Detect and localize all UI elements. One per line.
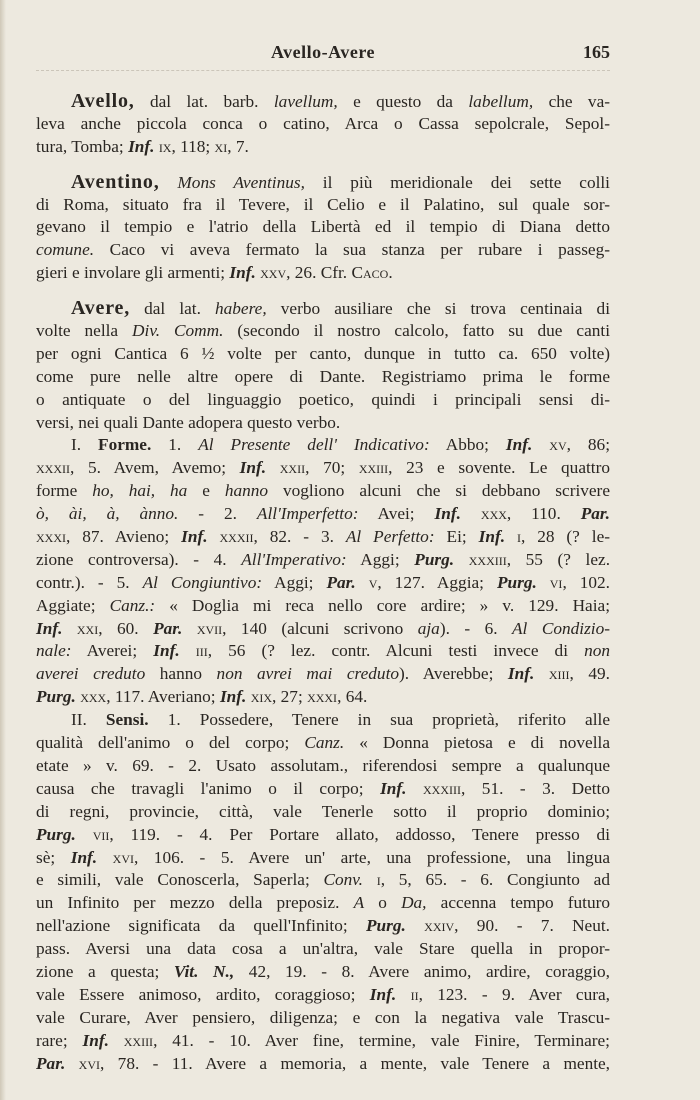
canto-numeral: xvi <box>78 1053 100 1073</box>
text-run <box>454 550 469 569</box>
text-run <box>505 527 517 546</box>
text-run: zione a questa; <box>36 961 174 981</box>
canto-numeral: xi <box>214 136 228 156</box>
text-run <box>97 848 113 867</box>
text-run: leva anche piccola conca o catino, Arca o Cassa sepolcrale, Sepol- <box>36 113 610 133</box>
italic-text: Canz.: <box>109 595 156 615</box>
text-line <box>36 572 610 595</box>
work-abbreviation: Inf. <box>507 664 535 684</box>
entry-gap <box>36 159 610 171</box>
text-run: , 119. - 4. Per Portare allato, addosso, Tenere presso di <box>109 824 611 844</box>
text-run: hanno <box>145 664 217 684</box>
text-line <box>36 320 610 343</box>
text-run <box>76 825 93 844</box>
italic-text: All'Imperativo: <box>241 549 347 569</box>
text-run: gieri e involare gli armenti; <box>36 263 230 283</box>
italic-text: Canz. <box>304 733 345 753</box>
page-number: 165 <box>583 42 610 62</box>
text-run: - 2. <box>178 504 257 524</box>
text-run: « Donna pietosa e di novella <box>344 733 611 753</box>
text-run <box>65 1054 78 1073</box>
italic-text: Al Presente dell' Indicativo: <box>198 435 430 455</box>
text-run: ). - 6. <box>439 618 512 638</box>
italic-text: Da, <box>401 893 427 913</box>
text-line <box>36 686 610 709</box>
page-binding-shadow <box>0 0 6 1100</box>
canto-numeral: xxxi <box>36 527 66 547</box>
headword: Aventino, <box>71 170 160 193</box>
work-abbreviation: Inf. <box>82 1030 109 1050</box>
text-run: , 106. - 5. Avere un' arte, una professione, una lingua <box>133 847 611 867</box>
text-run: , 90. - 7. Neut. <box>454 916 610 936</box>
canto-numeral: v <box>368 572 378 592</box>
running-head <box>36 42 610 66</box>
text-run: , 5. Avem, Avemo; <box>70 458 240 478</box>
text-run: contr.). - 5. <box>36 572 143 592</box>
text-run <box>160 173 178 192</box>
work-abbreviation: Purg. <box>365 916 406 936</box>
text-run: , 102. <box>562 572 610 592</box>
running-head-title: Avello-Avere <box>271 42 375 62</box>
italic-text: nale: <box>36 641 72 661</box>
text-run: , 82. - 3. <box>253 527 346 547</box>
text-line <box>36 1030 610 1053</box>
text-line <box>36 984 610 1007</box>
text-run: , 23 e sovente. Le quattro <box>388 458 610 478</box>
text-line <box>36 113 610 136</box>
text-run: verbo ausiliare che si trova centinaia di <box>266 299 610 319</box>
text-line <box>36 824 610 847</box>
canto-numeral: xxi <box>76 618 99 638</box>
text-line <box>36 663 610 686</box>
text-line <box>36 216 610 239</box>
text-run: 1. Possedere, Tenere in sua proprietà, riferito alle <box>148 710 610 730</box>
italic-text: Al Congiuntivo: <box>142 572 263 592</box>
work-abbreviation: Inf. <box>153 641 180 661</box>
text-run: , 87. Avieno; <box>66 527 182 547</box>
text-run: (secondo il nostro calcolo, fatto su due canti <box>223 321 610 341</box>
italic-text: ò, ài, à, ànno. <box>36 504 179 524</box>
text-line <box>36 801 610 824</box>
text-run: e questo da <box>337 92 469 111</box>
headword: Avello, <box>71 90 135 112</box>
text-line <box>36 709 610 732</box>
italic-text: comune. <box>36 240 95 260</box>
italic-text: All'Imperfetto: <box>256 504 359 524</box>
text-run <box>532 435 549 454</box>
text-run: , 117. Averiano; <box>106 687 220 707</box>
work-abbreviation: Inf. <box>219 687 247 707</box>
text-run: Caco vi aveva fermato la sua stanza per rubare i passeg- <box>94 240 610 260</box>
text-run: Aggiate; <box>36 595 110 615</box>
canto-numeral: xv <box>549 435 567 455</box>
dictionary-text <box>36 90 610 1075</box>
work-abbreviation: Inf. <box>229 263 256 283</box>
text-run <box>537 573 550 592</box>
text-run: etate » v. 69. - 2. Usato assolutam., riferendosi sempre a qualunque <box>36 755 610 775</box>
text-run: Aggi; <box>346 549 415 569</box>
text-run: di Roma, situato fra il Tevere, il Celio e il Palatino, sul quale sor- <box>36 194 610 214</box>
text-run: Abbo; <box>429 435 506 455</box>
text-run: tura, Tomba; <box>36 136 129 156</box>
work-abbreviation: Inf. <box>70 847 98 867</box>
italic-text: Conv. <box>323 870 363 890</box>
text-run: zione controversa). - 4. <box>36 549 242 569</box>
text-line <box>36 595 610 618</box>
canto-numeral: xxv <box>260 263 287 283</box>
text-run <box>180 641 196 660</box>
work-abbreviation: Purg. <box>496 572 537 592</box>
text-line <box>36 755 610 778</box>
text-line <box>36 961 610 984</box>
entry-avello <box>36 90 610 159</box>
headword: Avere, <box>71 297 131 320</box>
text-line <box>36 343 610 366</box>
text-line <box>36 239 610 262</box>
canto-numeral: iii <box>195 641 208 661</box>
text-run: , 26. Cfr. <box>286 263 352 283</box>
canto-numeral: i <box>516 527 521 547</box>
work-abbreviation: Inf. <box>181 527 208 547</box>
text-run: vale Essere animoso, ardito, coraggioso; <box>36 984 370 1004</box>
italic-text: Div. Comm. <box>132 321 224 341</box>
text-run: , 60. <box>98 618 154 638</box>
italic-text: non avrei mai creduto <box>216 664 400 684</box>
italic-text: Al Condizio- <box>512 618 610 638</box>
italic-text: averei creduto <box>36 664 146 684</box>
work-abbreviation: Purg. <box>36 824 76 844</box>
text-line <box>36 938 610 961</box>
canto-numeral: xxxii <box>219 527 254 547</box>
canto-numeral: xxxiii <box>468 549 507 569</box>
text-line <box>36 847 610 870</box>
text-line <box>36 412 610 435</box>
text-run: sè; <box>36 847 71 867</box>
italic-text: Mons Aventinus, <box>177 172 305 192</box>
work-abbreviation: Inf. <box>434 504 461 524</box>
canto-numeral: xxxi <box>307 687 338 707</box>
italic-text: A <box>353 893 365 913</box>
text-run: Aggi; <box>262 572 327 592</box>
work-abbreviation: Inf. <box>380 778 407 798</box>
text-run: , 56 (? lez. contr. Alcuni testi invece di <box>207 641 585 661</box>
text-run: vogliono alcuni che si debbano scrivere <box>268 481 610 501</box>
work-abbreviation: Inf. <box>239 458 267 478</box>
text-line <box>36 503 610 526</box>
entry-aventino <box>36 171 610 285</box>
text-run: causa che travagli l'animo o il corpo; <box>36 778 381 798</box>
text-run: , 78. - 11. Avere a memoria, a mente, vale Tenere a mente, <box>100 1053 611 1073</box>
italic-text: lavellum, <box>273 92 338 111</box>
text-run: vale Curare, Aver pensiero, diligenza; e con la negativa vale Trascu- <box>36 1007 610 1027</box>
text-run: . <box>388 263 393 283</box>
text-run: e <box>187 481 225 501</box>
text-line <box>36 526 610 549</box>
text-line <box>36 549 610 572</box>
text-line <box>36 136 610 159</box>
text-run: I. <box>71 435 99 455</box>
text-line <box>36 480 610 503</box>
text-line <box>36 297 610 320</box>
work-abbreviation: Par. <box>326 572 356 592</box>
text-run: pass. Aversi una data cosa a un'altra, vale Stare quella in propor- <box>36 939 610 959</box>
text-run: , 51. - 3. Detto <box>461 778 610 798</box>
text-run: , 123. - 9. Aver cura, <box>418 984 610 1004</box>
text-run <box>109 1031 124 1050</box>
text-run: che va- <box>533 92 611 111</box>
text-run: Ei; <box>434 527 479 547</box>
text-line <box>36 1053 610 1076</box>
work-abbreviation: Vit. N., <box>173 961 235 981</box>
entry-avere <box>36 297 610 1075</box>
italic-text: labellum, <box>468 92 534 111</box>
text-run <box>182 619 196 638</box>
canto-numeral: vii <box>92 824 110 844</box>
text-run: volte nella <box>36 321 133 341</box>
text-run: , 118; <box>171 136 215 156</box>
text-run <box>62 619 76 638</box>
text-line <box>36 618 610 641</box>
work-abbreviation: Inf. <box>36 618 63 638</box>
text-run: , 27; <box>272 687 308 707</box>
work-abbreviation: Purg. <box>36 687 76 707</box>
canto-numeral: i <box>376 870 381 890</box>
text-run: 1. <box>151 435 199 455</box>
canto-numeral: xvi <box>112 847 134 867</box>
text-run: Averei; <box>71 641 154 661</box>
text-run <box>208 527 220 546</box>
text-line <box>36 640 610 663</box>
text-run: , 64. <box>337 687 368 707</box>
text-run: un Infinito per mezzo della preposiz. <box>36 893 354 913</box>
text-run: , 28 (? le- <box>520 527 611 547</box>
work-abbreviation: Inf. <box>369 984 397 1004</box>
text-run: II. <box>71 710 106 730</box>
text-run <box>396 985 410 1004</box>
text-line <box>36 434 610 457</box>
text-line <box>36 194 610 217</box>
text-run <box>363 870 377 889</box>
text-run: Avei; <box>358 504 435 524</box>
canto-numeral: vi <box>549 572 563 592</box>
text-run: o <box>364 893 402 913</box>
text-run: , 5, 65. - 6. Congiunto ad <box>380 870 610 890</box>
section-label: Forme. <box>98 435 152 455</box>
text-run <box>461 504 481 523</box>
text-run: accenna tempo futuro <box>426 893 610 913</box>
text-run: 42, 19. - 8. Avere animo, ardire, coraggio, <box>234 961 610 981</box>
text-run <box>406 916 424 935</box>
text-run: per ogni Cantica 6 ½ volte per canto, dunque in tutto ca. 650 volte) <box>36 343 610 363</box>
canto-numeral: xxx <box>480 504 507 524</box>
canto-numeral: xvii <box>196 618 223 638</box>
text-run: dal lat. <box>130 299 215 319</box>
text-run: rare; <box>36 1030 83 1050</box>
canto-numeral: ix <box>158 136 172 156</box>
italic-text: Al Perfetto: <box>345 527 435 547</box>
text-line <box>36 869 610 892</box>
italic-text: hanno <box>224 481 269 501</box>
canto-numeral: xix <box>250 687 273 707</box>
canto-numeral: xxx <box>80 687 107 707</box>
text-run: qualità dell'animo o del corpo; <box>36 733 305 753</box>
work-abbreviation: Inf. <box>128 136 155 156</box>
text-line <box>36 778 610 801</box>
work-abbreviation: Inf. <box>505 435 533 455</box>
text-run: , 140 (alcuni scrivono <box>222 618 418 638</box>
work-abbreviation: Inf. <box>478 527 506 547</box>
canto-numeral: xxii <box>279 458 306 478</box>
text-run <box>407 779 424 798</box>
text-run: , 41. - 10. Aver fine, termine, vale Finire, Terminare; <box>153 1030 610 1050</box>
text-run: forme <box>36 481 93 501</box>
section-label: Sensi. <box>105 710 149 730</box>
canto-numeral: xxiii <box>358 458 389 478</box>
text-run <box>266 458 280 477</box>
text-run: gevano il tempio e l'atrio della Libertà ed il tempio di Diana detto <box>36 217 610 237</box>
header-rule <box>36 70 610 71</box>
text-run: versi, nei quali Dante adopera questo verbo. <box>36 412 341 432</box>
text-run: , 86; <box>566 435 610 455</box>
text-run: , 55 (? lez. <box>506 549 611 569</box>
text-line <box>36 389 610 412</box>
text-line <box>36 262 610 285</box>
work-abbreviation: Purg. <box>414 549 455 569</box>
text-run: dal lat. barb. <box>134 92 274 111</box>
text-run: nell'azione significata da quell'Infinito; <box>36 916 366 936</box>
text-run: il più meridionale dei sette colli <box>304 172 610 192</box>
text-run: , 49. <box>569 664 611 684</box>
text-line <box>36 915 610 938</box>
text-run <box>534 664 549 683</box>
canto-numeral: xxiv <box>424 916 455 936</box>
italic-text: non <box>584 641 610 661</box>
canto-numeral: Caco <box>351 263 389 283</box>
text-run: , 127. Aggia; <box>377 572 497 592</box>
work-abbreviation: Par. <box>36 1053 66 1073</box>
text-run: di regni, provincie, città, vale Tenerle sotto il proprio dominio; <box>36 801 610 821</box>
text-run: e simili, vale Conoscerla, Saperla; <box>36 870 324 890</box>
work-abbreviation: Par. <box>580 504 610 524</box>
canto-numeral: xxxiii <box>423 778 461 798</box>
text-line <box>36 1007 610 1030</box>
canto-numeral: xxiii <box>123 1030 154 1050</box>
text-run: , 7. <box>227 136 249 156</box>
text-run <box>356 573 369 592</box>
italic-text: aja <box>417 618 440 638</box>
text-run: « Doglia mi reca nello core ardire; » v. 129. Haia; <box>155 595 610 615</box>
work-abbreviation: Par. <box>153 618 183 638</box>
text-line <box>36 732 610 755</box>
text-line <box>36 90 610 113</box>
canto-numeral: xiii <box>548 664 570 684</box>
text-run: , 110. <box>506 504 581 524</box>
text-run: ). Averebbe; <box>399 664 508 684</box>
canto-numeral: xxxii <box>36 458 70 478</box>
text-line <box>36 892 610 915</box>
text-run: , 70; <box>305 458 359 478</box>
text-line <box>36 366 610 389</box>
canto-numeral: ii <box>410 984 419 1004</box>
text-run: o antiquate o del linguaggio poetico, quindi i principali sensi di- <box>36 389 610 409</box>
text-line <box>36 171 610 194</box>
text-run: come pure nelle altre opere di Dante. Registriamo prima le forme <box>36 366 610 386</box>
italic-text: habere, <box>215 299 267 319</box>
text-line <box>36 457 610 480</box>
italic-text: ho, hai, ha <box>92 481 188 501</box>
entry-gap <box>36 285 610 297</box>
